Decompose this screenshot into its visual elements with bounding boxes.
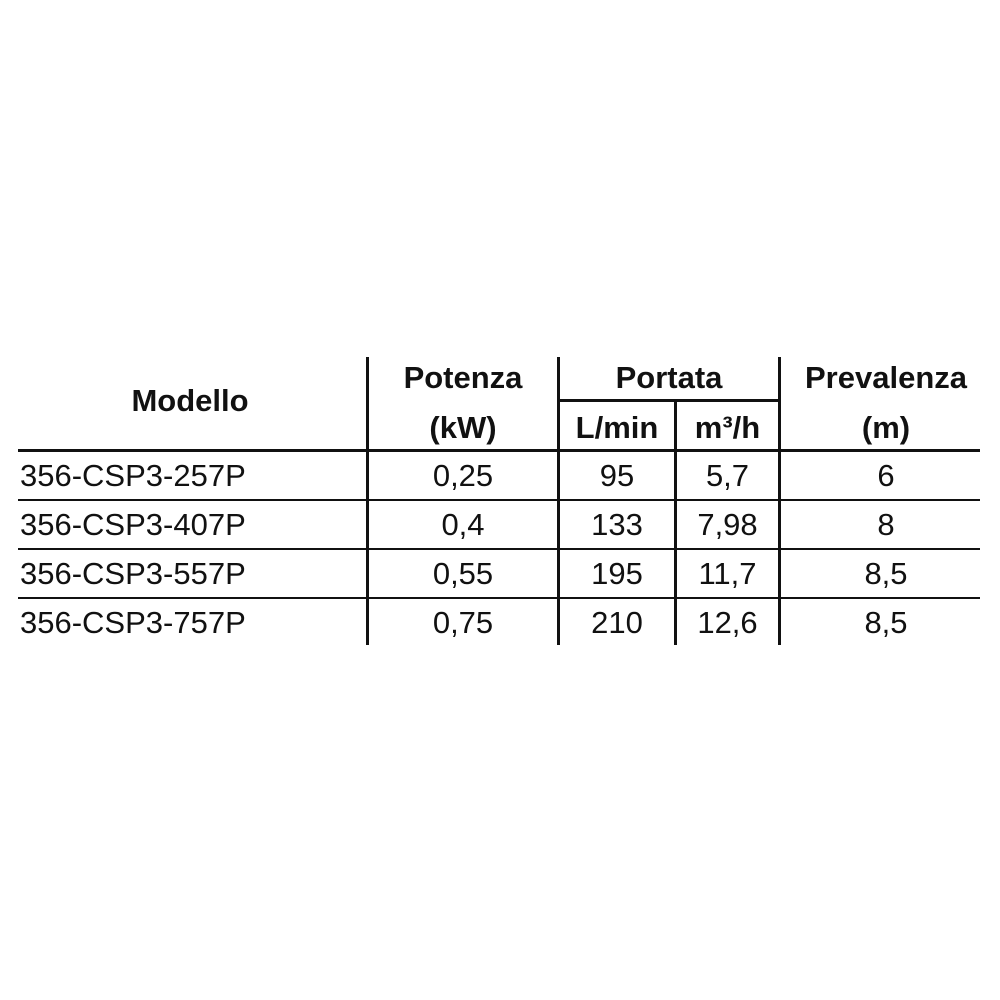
table-cell-lmin: 210 (591, 605, 643, 640)
table-cell-lmin: 195 (591, 556, 643, 591)
portata-subheader-rule (557, 399, 781, 402)
table-cell-potenza: 0,75 (432, 605, 494, 640)
header-portata: Portata (615, 360, 723, 395)
header-bottom-rule (18, 449, 980, 452)
table-cell-lmin: 95 (599, 458, 635, 493)
header-potenza-unit: (kW) (429, 410, 497, 445)
table-cell-m3h: 11,7 (698, 556, 757, 591)
col-divider-potenza (366, 357, 369, 645)
table-cell-modello: 356-CSP3-257P (20, 458, 246, 493)
header-prevalenza-unit: (m) (861, 410, 911, 445)
row-rule-3 (18, 597, 980, 599)
table-cell-prevalenza: 8,5 (864, 556, 908, 591)
table-cell-modello: 356-CSP3-557P (20, 556, 246, 591)
header-portata-m3h: m³/h (694, 410, 761, 445)
table-cell-m3h: 5,7 (705, 458, 750, 493)
table-cell-prevalenza: 8 (877, 507, 895, 542)
row-rule-1 (18, 499, 980, 501)
table-cell-prevalenza: 6 (877, 458, 895, 493)
header-portata-lmin: L/min (575, 410, 659, 445)
table-cell-lmin: 133 (591, 507, 643, 542)
table-cell-potenza: 0,25 (432, 458, 494, 493)
table-cell-prevalenza: 8,5 (864, 605, 908, 640)
row-rule-2 (18, 548, 980, 550)
table-cell-modello: 356-CSP3-757P (20, 605, 246, 640)
header-prevalenza: Prevalenza (805, 360, 967, 395)
table-cell-potenza: 0,55 (432, 556, 494, 591)
table-cell-m3h: 7,98 (697, 507, 758, 542)
table-cell-modello: 356-CSP3-407P (20, 507, 246, 542)
table-cell-potenza: 0,4 (441, 507, 485, 542)
header-potenza: Potenza (403, 360, 523, 395)
header-modello: Modello (131, 383, 249, 418)
table-cell-m3h: 12,6 (697, 605, 758, 640)
